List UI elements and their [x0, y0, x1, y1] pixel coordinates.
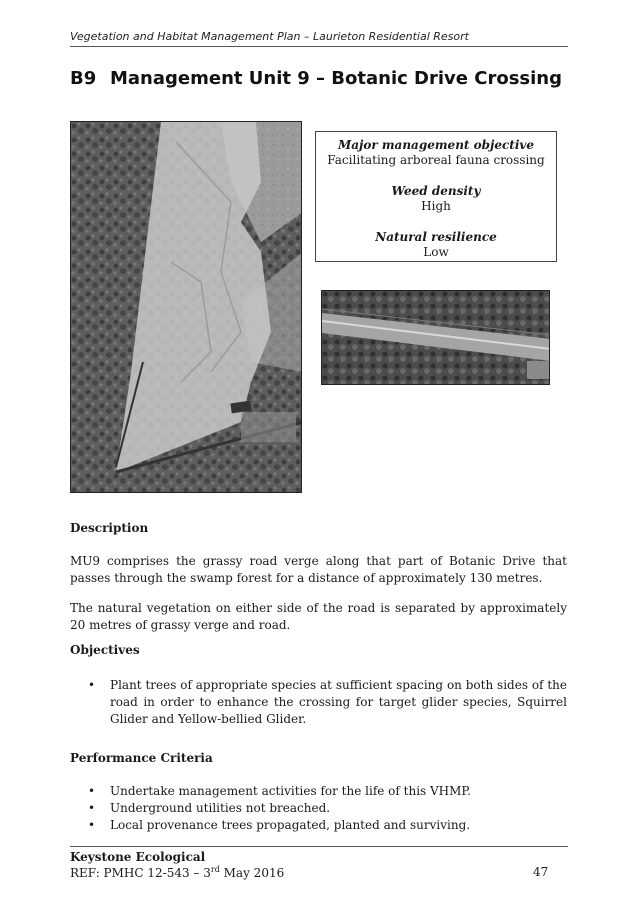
header-rule — [70, 46, 568, 47]
criteria-text: Local provenance trees propagated, planted and surviving. — [110, 818, 471, 832]
aerial-map-graphic — [71, 122, 302, 493]
weed-density-value: High — [421, 199, 451, 213]
natural-resilience-value: Low — [423, 245, 449, 259]
bullet-icon: • — [88, 801, 96, 815]
footer-ref-prefix: REF: PMHC 12-543 – 3 — [70, 866, 211, 880]
objectives-list — [70, 677, 567, 728]
performance-criteria-list — [70, 783, 567, 834]
description-heading: Description — [70, 521, 149, 535]
footer-ref-suffix: May 2016 — [219, 866, 285, 880]
bullet-icon: • — [88, 818, 96, 832]
road-crossing-graphic — [322, 291, 550, 385]
section-heading — [70, 68, 562, 89]
performance-criteria-heading: Performance Criteria — [70, 751, 213, 765]
major-objective-label: Major management objective — [337, 138, 535, 152]
footer-organisation: Keystone Ecological — [70, 850, 206, 864]
weed-density-label: Weed density — [391, 184, 481, 198]
running-header: Vegetation and Habitat Management Plan – Laurieton Residential Resort — [70, 30, 469, 43]
objectives-summary-box — [315, 131, 557, 262]
list-item — [70, 783, 567, 800]
major-objective-value: Facilitating arboreal fauna crossing — [327, 153, 545, 167]
list-item — [70, 817, 567, 834]
section-number: B9 — [70, 68, 97, 89]
aerial-map-image — [70, 121, 302, 493]
description-paragraph-2: The natural vegetation on either side of the road is separated by approximately 20 metres of grassy verge and road. — [70, 601, 567, 632]
list-item — [70, 677, 567, 728]
list-item — [70, 800, 567, 817]
page-number: 47 — [533, 865, 549, 879]
bullet-icon: • — [88, 678, 96, 692]
natural-resilience-label: Natural resilience — [375, 230, 497, 244]
footer-ref-sup: rd — [210, 865, 220, 874]
objective-text: Plant trees of appropriate species at sufficient spacing on both sides of the road in order to enhance the crossing for target glider species, Squirrel Glider and Yellow-bellied Glider. — [110, 678, 567, 726]
bullet-icon: • — [88, 784, 96, 798]
footer-reference — [70, 865, 284, 880]
description-paragraph-1: MU9 comprises the grassy road verge along that part of Botanic Drive that passes through the swamp forest for a distance of approximately 130 metres. — [70, 554, 567, 585]
criteria-text: Underground utilities not breached. — [110, 801, 331, 815]
footer-rule — [70, 846, 568, 847]
road-crossing-photo — [321, 290, 550, 385]
objectives-heading: Objectives — [70, 643, 140, 657]
criteria-text: Undertake management activities for the life of this VHMP. — [110, 784, 471, 798]
section-title: Management Unit 9 – Botanic Drive Crossing — [110, 68, 562, 89]
